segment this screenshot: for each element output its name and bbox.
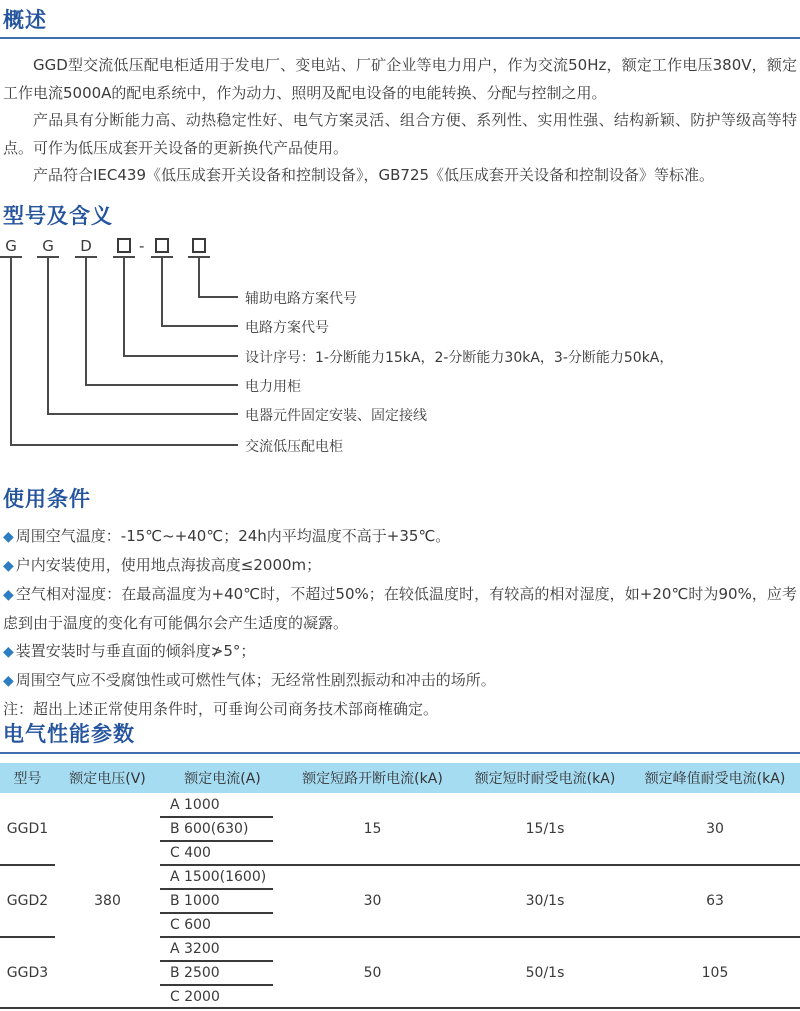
table-header-cell: 型号 [13,771,42,787]
table-header-cell: 额定短时耐受电流(kA) [474,771,616,787]
table-current-cell: B 1000 [170,893,220,909]
usage-condition-text: 户内安装使用，使用地点海拔高度≤2000m； [15,556,322,574]
diagram-vertical-line [198,257,200,298]
table-current-cell: C 2000 [170,989,220,1005]
diagram-label: 辅助电路方案代号 [245,291,357,307]
usage-condition-text: 空气相对湿度：在最高温度为+40℃时，不超过50%；在较低温度时，有较高的相对湿度，如+20℃时为90%，应考虑到由于温度的变化有可能偶尔会产生适度的凝露。 [3,585,797,632]
table-current-cell: A 1000 [170,797,220,813]
diamond-bullet-icon: ◆ [3,587,14,603]
overview-paragraph: 产品符合IEC439《低压成套开关设备和控制设备》，GB725《低压成套开关设备和控制设备》等标准。 [33,166,715,184]
diamond-bullet-icon: ◆ [3,529,14,545]
electrical-params-table [0,763,800,1011]
table-current-cell: C 600 [170,917,211,933]
diagram-label: 交流低压配电柜 [245,439,343,455]
table-bottom-border [0,1007,800,1009]
table-short-time-current-cell: 15/1s [525,821,565,837]
table-peak-current-cell: 105 [701,965,729,981]
model-box-glyph [155,238,169,253]
diagram-elbow-line [161,325,238,327]
diagram-vertical-line [123,257,125,357]
table-peak-current-cell: 30 [706,821,724,837]
model-letter-glyph: G [42,237,54,255]
diagram-elbow-line [85,384,238,386]
table-current-cell: A 3200 [170,941,220,957]
table-peak-current-cell: 63 [706,893,724,909]
table-model-cell: GGD3 [6,965,49,981]
overview-paragraphs [0,52,800,190]
overview-title: 概述 [3,8,47,32]
diagram-label: 电器元件固定安装、固定接线 [245,408,427,424]
diagram-elbow-line [198,296,238,298]
overview-paragraph: 产品具有分断能力高、动热稳定性好、电气方案灵活、组合方便、系列性、实用性强、结构新颖、防护等级高等特点。可作为低压成套开关设备的更新换代产品使用。 [3,111,797,157]
diagram-label: 设计序号：1-分断能力15kA，2-分断能力30kA，3-分断能力50kA， [245,350,674,366]
table-breaking-current-cell: 50 [363,965,382,981]
table-header-cell: 额定电流(A) [184,771,261,787]
overview-section [0,4,800,190]
diagram-vertical-line [10,257,12,446]
table-short-time-current-cell: 30/1s [525,893,565,909]
table-current-cell: C 400 [170,845,211,861]
table-voltage-cell: 380 [94,893,121,909]
table-header-row [0,763,800,793]
table-body [0,793,800,1011]
diagram-vertical-line [85,257,87,386]
diagram-label: 电路方案代号 [245,320,329,336]
usage-conditions-list [0,522,800,695]
usage-condition-text: 周围空气温度：-15℃~+40℃；24h内平均温度不高于+35℃。 [15,527,451,545]
usage-conditions-title: 使用条件 [3,487,91,511]
model-hyphen-glyph: - [139,237,145,255]
usage-condition-item [3,637,797,666]
model-designation-diagram [0,237,800,465]
usage-condition-item [3,551,797,580]
diamond-bullet-icon: ◆ [3,673,14,689]
diagram-elbow-line [10,444,238,446]
usage-condition-text: 周围空气应不受腐蚀性或可燃性气体；无经常性剧烈振动和冲击的场所。 [15,671,496,689]
diamond-bullet-icon: ◆ [3,558,14,574]
model-letter-glyph: D [80,237,92,255]
diagram-elbow-line [123,355,238,357]
table-short-time-current-cell: 50/1s [525,965,565,981]
usage-conditions-section [0,483,800,723]
electrical-params-title-rule [0,752,800,754]
table-model-cell: GGD1 [6,821,49,837]
diagram-vertical-line [161,257,163,327]
overview-title-rule [0,37,800,39]
electrical-params-title: 电气性能参数 [3,722,135,746]
diagram-vertical-line [47,257,49,415]
table-header-cell: 额定峰值耐受电流(kA) [644,771,786,787]
model-meaning-section [0,200,800,465]
table-model-cell: GGD2 [6,893,49,909]
electrical-params-section [0,718,800,1011]
table-breaking-current-cell: 15 [363,821,382,837]
model-box-glyph [192,238,206,253]
usage-condition-item [3,666,797,695]
diagram-label: 电力用柜 [245,379,301,395]
usage-condition-item [3,580,797,637]
table-current-cell: B 2500 [170,965,220,981]
table-header-cell: 额定短路开断电流(kA) [302,771,443,787]
model-letter-glyph: G [5,237,17,255]
table-header-cell: 额定电压(V) [69,771,146,787]
table-breaking-current-cell: 30 [363,893,382,909]
usage-condition-text: 装置安装时与垂直面的倾斜度≯5°； [15,642,256,660]
model-box-glyph [117,238,131,253]
table-current-cell: B 600(630) [170,821,249,837]
group-divider-model [0,936,55,938]
group-divider-model [0,864,55,866]
table-current-cell: A 1500(1600) [170,869,267,885]
model-meaning-title: 型号及含义 [3,204,113,228]
diamond-bullet-icon: ◆ [3,644,14,660]
usage-condition-item [3,522,797,551]
usage-conditions-note: 注：超出上述正常使用条件时，可垂询公司商务技术部商榷确定。 [3,700,439,718]
overview-paragraph: GGD型交流低压配电柜适用于发电厂、变电站、厂矿企业等电力用户，作为交流50Hz，额定工作电压380V，额定工作电流5000A的配电系统中，作为动力、照明及配电设备的电能转换、分配与控制之用。 [3,56,797,102]
diagram-elbow-line [47,413,238,415]
